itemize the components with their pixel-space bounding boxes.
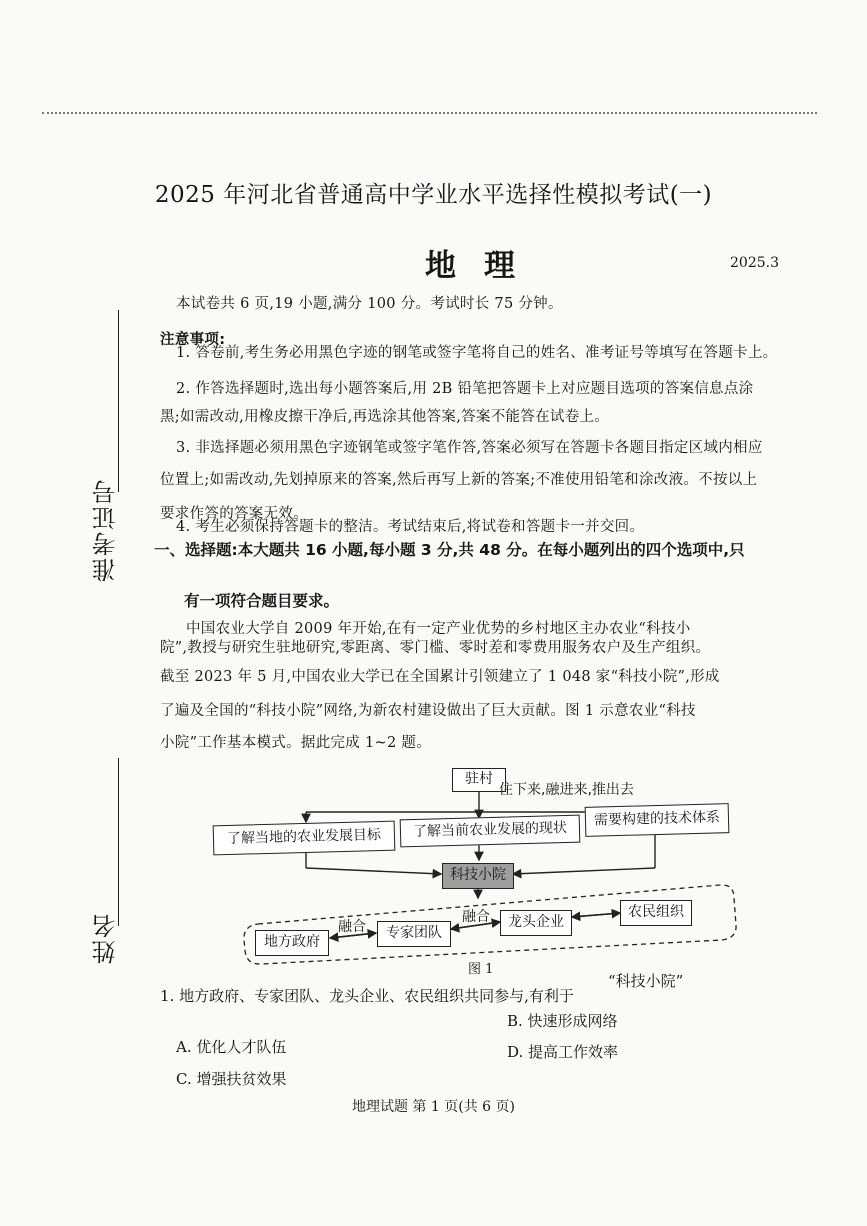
notice-line: 2. 作答选择题时,选出每小题答案后,用 2B 铅笔把答题卡上对应题目选项的答案信息点涂 [176,381,754,397]
exam-number-label: 准考证号 [92,478,120,582]
figure-box-station: 驻村 [452,768,506,792]
question-option-b: B. 快速形成网络 [507,1012,618,1030]
notice-line: 位置上;如需改动,先划掉原来的答案,然后再写上新的答案;不准使用铅笔和涂改液。不按以上 [160,472,758,488]
figure-merge-label: 融合 [338,919,366,935]
page-footer: 地理试题 第 1 页(共 6 页) [352,1099,515,1115]
figure-box-tech-system: 需要构建的技术体系 [585,803,730,837]
figure-box-leading-enterprise: 龙头企业 [500,910,572,936]
notice-line: 要求作答的答案无效。 [160,506,308,522]
section-heading-cont: 有一项符合题目要求。 [184,592,340,610]
notice-line: 1. 答卷前,考生务必用黑色字迹的钢笔或签字笔将自己的姓名、准考证号等填写在答题卡上。 [176,345,778,361]
passage-line: 中国农业大学自 2009 年开始,在有一定产业优势的乡村地区主办农业“科技小 [186,621,691,637]
figure-box-local-gov: 地方政府 [255,930,329,956]
passage-line: 小院”工作基本模式。据此完成 1~2 题。 [160,735,432,751]
figure-box-farmer-org: 农民组织 [620,900,692,926]
question-option-c: C. 增强扶贫效果 [176,1070,287,1088]
section-heading: 一、选择题:本大题共 16 小题,每小题 3 分,共 48 分。在每小题列出的四个选项中,只 [154,541,745,559]
notice-line: 黑;如需改动,用橡皮擦干净后,再选涂其他答案,答案不能答在试卷上。 [160,409,610,425]
figure-box-science-yard: 科技小院 [442,863,514,889]
subject-title: 地理 [425,248,543,284]
question-option-d: D. 提高工作效率 [507,1043,619,1061]
question-stem: 1. 地方政府、专家团队、龙头企业、农民组织共同参与,有利于 [160,987,574,1005]
exam-title: 2025 年河北省普通高中学业水平选择性模拟考试(一) [154,182,713,208]
question-stem-tail: “科技小院” [608,972,684,990]
figure-caption: 图 1 [468,962,494,977]
question-option-a: A. 优化人才队伍 [176,1038,287,1056]
exam-intro: 本试卷共 6 页,19 小题,满分 100 分。考试时长 75 分钟。 [176,296,563,312]
notice-line: 4. 考生必须保持答题卡的整洁。考试结束后,将试卷和答题卡一并交回。 [176,519,645,535]
exam-date: 2025.3 [730,255,779,271]
figure-box-status: 了解当前农业发展的现状 [400,815,581,848]
figure-box-expert-team: 专家团队 [377,921,451,947]
notice-heading: 注意事项: [160,332,226,348]
passage-line: 了遍及全国的“科技小院”网络,为新农村建设做出了巨大贡献。图 1 示意农业“科技 [160,703,696,719]
figure-top-note: 住下来,融进来,推出去 [499,782,634,798]
figure-merge-label: 融合 [462,909,490,925]
name-label: 姓名 [92,912,120,964]
passage-line: 截至 2023 年 5 月,中国农业大学已在全国累计引领建立了 1 048 家“科技小院”,形成 [160,669,720,685]
notice-line: 3. 非选择题必须用黑色字迹钢笔或签字笔作答,答案必须写在答题卡各题目指定区域内相应 [176,440,763,456]
figure-box-goal: 了解当地的农业发展目标 [213,821,396,856]
passage-line: 院”,教授与研究生驻地研究,零距离、零门槛、零时差和零费用服务农户及生产组织。 [160,640,711,656]
